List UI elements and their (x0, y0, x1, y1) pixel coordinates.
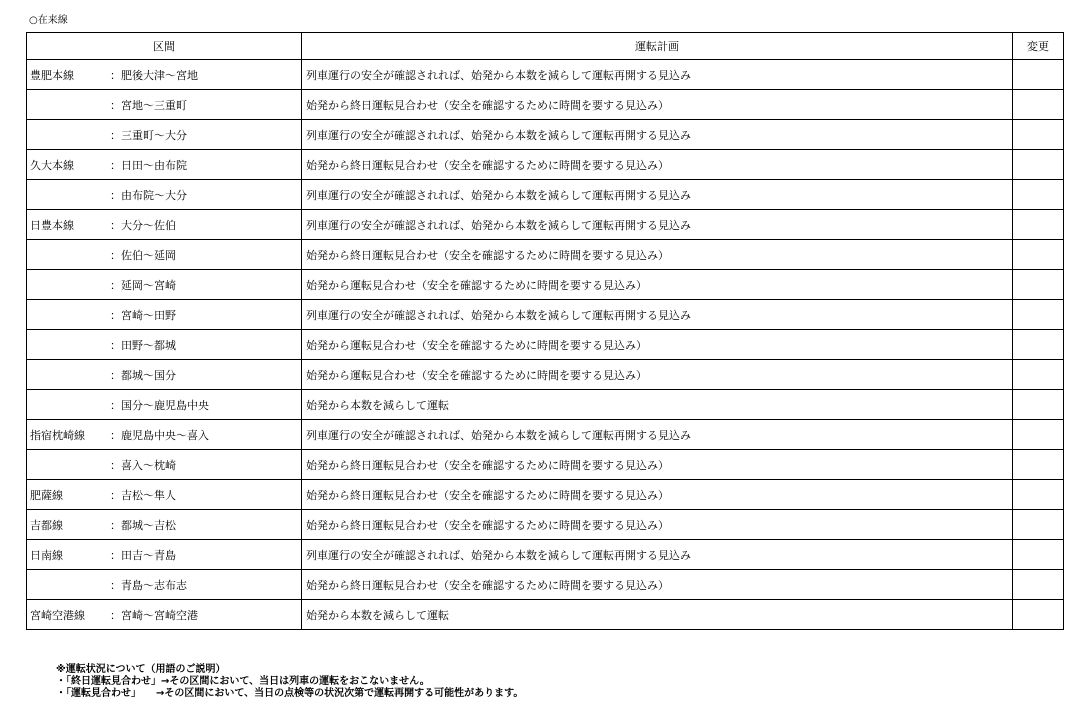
operation-plan-cell: 始発から終日運転見合わせ（安全を確認するために時間を要する見込み） (302, 510, 1013, 540)
operation-plan-cell: 始発から終日運転見合わせ（安全を確認するために時間を要する見込み） (302, 450, 1013, 480)
line-name: 宮崎空港線 (30, 608, 85, 622)
table-row (27, 600, 1064, 630)
section-range: ：日田～由布院 (110, 158, 187, 172)
line-name: 日南線 (30, 548, 63, 562)
table-row (27, 330, 1064, 360)
change-cell (1013, 420, 1064, 450)
column-header-change: 変更 (1013, 33, 1064, 60)
section-range: ：田吉～青島 (110, 548, 176, 562)
change-cell (1013, 120, 1064, 150)
section-range: ：佐伯～延岡 (110, 248, 176, 262)
operation-plan-cell: 列車運行の安全が確認されれば、始発から本数を減らして運転再開する見込み (302, 180, 1013, 210)
section-cell (27, 60, 302, 90)
section-range: ：宮地～三重町 (110, 98, 187, 112)
section-cell (27, 570, 302, 600)
operation-plan-cell: 始発から終日運転見合わせ（安全を確認するために時間を要する見込み） (302, 240, 1013, 270)
section-cell (27, 210, 302, 240)
operation-plan-cell: 始発から運転見合わせ（安全を確認するために時間を要する見込み） (302, 330, 1013, 360)
line-name: 指宿枕崎線 (30, 428, 85, 442)
section-range: ：喜入～枕崎 (110, 458, 176, 472)
section-cell (27, 270, 302, 300)
operation-plan-cell: 始発から運転見合わせ（安全を確認するために時間を要する見込み） (302, 270, 1013, 300)
section-heading: ○在来線 (29, 15, 68, 26)
change-cell (1013, 450, 1064, 480)
section-cell (27, 510, 302, 540)
section-cell (27, 600, 302, 630)
change-cell (1013, 90, 1064, 120)
notes-title: ※運転状況について（用語のご説明） (56, 664, 226, 675)
table-row (27, 120, 1064, 150)
operation-plan-cell: 列車運行の安全が確認されれば、始発から本数を減らして運転再開する見込み (302, 420, 1013, 450)
section-cell (27, 420, 302, 450)
operation-plan-cell: 列車運行の安全が確認されれば、始発から本数を減らして運転再開する見込み (302, 120, 1013, 150)
operation-plan-cell: 始発から本数を減らして運転 (302, 390, 1013, 420)
table-row (27, 450, 1064, 480)
table-row (27, 420, 1064, 450)
section-cell (27, 450, 302, 480)
table-row (27, 180, 1064, 210)
section-range: ：吉松～隼人 (110, 488, 176, 502)
table-row (27, 360, 1064, 390)
section-cell (27, 240, 302, 270)
table-body (27, 60, 1064, 630)
section-range: ：都城～国分 (110, 368, 176, 382)
section-range: ：延岡～宮崎 (110, 278, 176, 292)
table-row (27, 150, 1064, 180)
table-row (27, 60, 1064, 90)
section-cell (27, 360, 302, 390)
change-cell (1013, 180, 1064, 210)
note-suspension: ・「運転見合わせ」 →その区間において、当日の点検等の状況次第で運転再開する可能性があります。 (56, 688, 524, 699)
table-row (27, 480, 1064, 510)
section-range: ：由布院～大分 (110, 188, 187, 202)
change-cell (1013, 240, 1064, 270)
section-range: ：宮崎～田野 (110, 308, 176, 322)
change-cell (1013, 480, 1064, 510)
change-cell (1013, 330, 1064, 360)
section-range: ：国分～鹿児島中央 (110, 398, 209, 412)
change-cell (1013, 150, 1064, 180)
operation-plan-cell: 始発から運転見合わせ（安全を確認するために時間を要する見込み） (302, 360, 1013, 390)
section-cell (27, 330, 302, 360)
operation-plan-cell: 列車運行の安全が確認されれば、始発から本数を減らして運転再開する見込み (302, 540, 1013, 570)
line-name: 豊肥本線 (30, 68, 74, 82)
section-cell (27, 90, 302, 120)
change-cell (1013, 390, 1064, 420)
operation-plan-table (26, 32, 1064, 630)
operation-plan-cell: 始発から本数を減らして運転 (302, 600, 1013, 630)
section-cell (27, 540, 302, 570)
section-cell (27, 300, 302, 330)
change-cell (1013, 60, 1064, 90)
table-row (27, 240, 1064, 270)
section-cell (27, 390, 302, 420)
section-range: ：宮崎～宮崎空港 (110, 608, 198, 622)
section-cell (27, 120, 302, 150)
operation-plan-cell: 始発から終日運転見合わせ（安全を確認するために時間を要する見込み） (302, 90, 1013, 120)
section-cell (27, 150, 302, 180)
section-range: ：鹿児島中央～喜入 (110, 428, 209, 442)
table-row (27, 90, 1064, 120)
column-header-plan: 運転計画 (302, 33, 1013, 60)
operation-plan-cell: 始発から終日運転見合わせ（安全を確認するために時間を要する見込み） (302, 570, 1013, 600)
change-cell (1013, 300, 1064, 330)
change-cell (1013, 570, 1064, 600)
terminology-notes (56, 664, 523, 700)
line-name: 肥薩線 (30, 488, 63, 502)
section-range: ：大分～佐伯 (110, 218, 176, 232)
operation-plan-cell: 列車運行の安全が確認されれば、始発から本数を減らして運転再開する見込み (302, 300, 1013, 330)
section-cell (27, 480, 302, 510)
table-row (27, 270, 1064, 300)
line-name: 吉都線 (30, 518, 63, 532)
operation-plan-cell: 始発から終日運転見合わせ（安全を確認するために時間を要する見込み） (302, 150, 1013, 180)
change-cell (1013, 600, 1064, 630)
section-range: ：都城～吉松 (110, 518, 176, 532)
line-name: 久大本線 (30, 158, 74, 172)
table-row (27, 300, 1064, 330)
operation-plan-cell: 始発から終日運転見合わせ（安全を確認するために時間を要する見込み） (302, 480, 1013, 510)
section-range: ：田野～都城 (110, 338, 176, 352)
table-row (27, 390, 1064, 420)
section-range: ：三重町～大分 (110, 128, 187, 142)
section-range: ：青島～志布志 (110, 578, 187, 592)
table-row (27, 570, 1064, 600)
change-cell (1013, 270, 1064, 300)
change-cell (1013, 540, 1064, 570)
section-range: ：肥後大津～宮地 (110, 68, 198, 82)
table-row (27, 540, 1064, 570)
change-cell (1013, 510, 1064, 540)
column-header-section: 区間 (27, 33, 302, 60)
section-cell (27, 180, 302, 210)
table-row (27, 210, 1064, 240)
change-cell (1013, 210, 1064, 240)
line-name: 日豊本線 (30, 218, 74, 232)
operation-plan-cell: 列車運行の安全が確認されれば、始発から本数を減らして運転再開する見込み (302, 60, 1013, 90)
table-row (27, 510, 1064, 540)
change-cell (1013, 360, 1064, 390)
note-all-day-suspension: ・「終日運転見合わせ」→その区間において、当日は列車の運転をおこないません。 (56, 676, 430, 687)
table-header-row (27, 33, 1064, 60)
operation-plan-cell: 列車運行の安全が確認されれば、始発から本数を減らして運転再開する見込み (302, 210, 1013, 240)
